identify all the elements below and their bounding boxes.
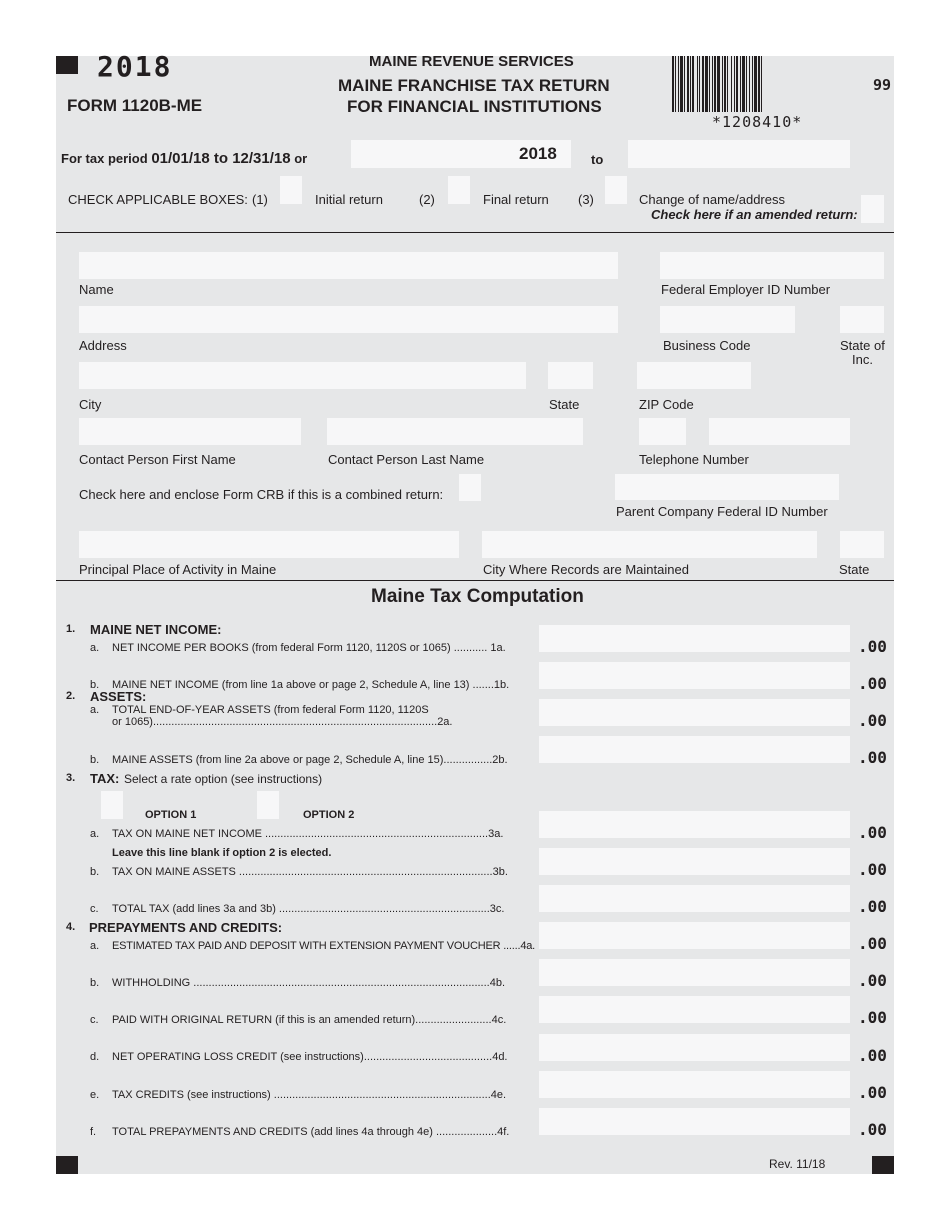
zip-field[interactable] (637, 362, 751, 389)
barcode-bar (724, 56, 726, 112)
fein-label: Federal Employer ID Number (661, 282, 831, 297)
parent-fein-field[interactable] (615, 474, 839, 500)
section-2-title: ASSETS: (90, 689, 147, 704)
line-4d-letter: d. (90, 1051, 100, 1063)
checkbox-2-number: (2) (419, 192, 435, 207)
option-2-checkbox[interactable] (257, 791, 279, 819)
section-3-number: 3. (66, 772, 76, 784)
barcode (672, 56, 854, 112)
line-2b-amount[interactable] (539, 736, 850, 763)
principal-place-label: Principal Place of Activity in Maine (79, 562, 277, 577)
barcode-bar (736, 56, 738, 112)
zip-label: ZIP Code (639, 397, 694, 412)
line-4f-label: TOTAL PREPAYMENTS AND CREDITS (add lines 4a through 4e) ....................4f. (112, 1126, 510, 1138)
line-4e-letter: e. (90, 1089, 100, 1101)
line-3a-label: TAX ON MAINE NET INCOME .........................................................................3a. (112, 828, 504, 840)
name-field[interactable] (79, 252, 618, 279)
tax-year: 2018 (97, 50, 173, 83)
line-1b-label: MAINE NET INCOME (from line 1a above or page 2, Schedule A, line 13) .......1b. (112, 679, 510, 691)
computation-title: Maine Tax Computation (371, 586, 584, 607)
checkbox-1-number: (1) (252, 192, 268, 207)
barcode-bar (705, 56, 708, 112)
barcode-bar (731, 56, 732, 112)
line-1a-letter: a. (90, 642, 100, 654)
line-1a-amount[interactable] (539, 625, 850, 652)
line-4e-cents: .00 (858, 1083, 887, 1102)
option-1-label: OPTION 1 (145, 809, 197, 821)
section-2-number: 2. (66, 690, 76, 702)
combined-return-checkbox[interactable] (459, 474, 481, 501)
line-2a-label-1: TOTAL END-OF-YEAR ASSETS (from federal Form 1120, 1120S (112, 704, 429, 716)
address-field[interactable] (79, 306, 618, 333)
initial-return-label: Initial return (315, 192, 383, 207)
line-4c-cents: .00 (858, 1008, 887, 1027)
line-3a-amount[interactable] (539, 811, 850, 838)
line-4d-cents: .00 (858, 1046, 887, 1065)
barcode-bar (712, 56, 713, 112)
option-2-label: OPTION 2 (303, 809, 355, 821)
section-3-subtitle: Select a rate option (see instructions) (124, 772, 323, 786)
form-name: FORM 1120B-ME (67, 96, 203, 115)
barcode-bar (758, 56, 760, 112)
barcode-bar (714, 56, 716, 112)
barcode-bar (687, 56, 689, 112)
barcode-bar (717, 56, 720, 112)
state-of-inc-label-1: State of (840, 338, 885, 353)
form-title-line2: FOR FINANCIAL INSTITUTIONS (347, 97, 602, 116)
line-4b-amount[interactable] (539, 959, 850, 986)
city-label: City (79, 397, 102, 412)
section-3-title: TAX: (90, 771, 120, 786)
barcode-bar (684, 56, 685, 112)
line-3b-amount[interactable] (539, 848, 850, 875)
tax-period-prefix: For tax period (61, 151, 148, 166)
form-title-line1: MAINE FRANCHISE TAX RETURN (338, 76, 610, 95)
section-4-title: PREPAYMENTS AND CREDITS: (89, 920, 283, 935)
barcode-bar (761, 56, 762, 112)
barcode-bar (740, 56, 741, 112)
line-4f-letter: f. (90, 1126, 97, 1138)
line-3c-label: TOTAL TAX (add lines 3a and 3b) .....................................................................3c. (112, 903, 505, 915)
line-4f-amount[interactable] (539, 1108, 850, 1135)
records-state-label: State (839, 562, 870, 577)
line-3b-label: TAX ON MAINE ASSETS ...................................................................................3b. (112, 866, 508, 878)
fiscal-end-field[interactable] (628, 140, 850, 168)
change-of-address-checkbox[interactable] (605, 176, 627, 204)
business-code-label: Business Code (663, 338, 751, 353)
contact-first-name-label: Contact Person First Name (79, 452, 236, 467)
barcode-bar (675, 56, 676, 112)
combined-return-label: Check here and enclose Form CRB if this is a combined return: (79, 487, 444, 502)
line-4b-cents: .00 (858, 971, 887, 990)
line-3b-letter: b. (90, 866, 100, 878)
contact-first-name-field[interactable] (79, 418, 301, 445)
registration-mark-top-left (56, 56, 78, 74)
line-1b-amount[interactable] (539, 662, 850, 689)
barcode-bar (680, 56, 683, 112)
tax-period-label (61, 150, 307, 167)
state-of-inc-label-2: Inc. (852, 352, 873, 367)
line-2a-letter: a. (90, 704, 100, 716)
line-4b-letter: b. (90, 977, 100, 989)
line-4c-amount[interactable] (539, 996, 850, 1023)
checkbox-3-number: (3) (578, 192, 594, 207)
barcode-bar (690, 56, 691, 112)
line-4a-cents: .00 (858, 934, 887, 953)
records-state-field[interactable] (840, 531, 884, 558)
city-field[interactable] (79, 362, 526, 389)
tax-period-dates: 01/01/18 to 12/31/18 (151, 150, 291, 167)
phone-area-code-field[interactable] (639, 418, 686, 445)
barcode-text: *1208410* (712, 113, 803, 131)
line-3a-letter: a. (90, 828, 100, 840)
agency-name: MAINE REVENUE SERVICES (369, 53, 574, 70)
tax-period-or: or (294, 151, 308, 166)
business-code-field[interactable] (660, 306, 795, 333)
line-4f-cents: .00 (858, 1120, 887, 1139)
line-2b-cents: .00 (858, 748, 887, 767)
line-4e-label: TAX CREDITS (see instructions) .......................................................................4e. (112, 1089, 507, 1101)
section-4-number: 4. (66, 921, 76, 933)
check-boxes-label: CHECK APPLICABLE BOXES: (68, 192, 248, 207)
barcode-bar (702, 56, 704, 112)
section-1-title: MAINE NET INCOME: (90, 622, 222, 637)
barcode-bar (697, 56, 698, 112)
line-4a-letter: a. (90, 940, 100, 952)
state-of-inc-field[interactable] (840, 306, 884, 333)
state-field[interactable] (548, 362, 593, 389)
line-1a-cents: .00 (858, 637, 887, 656)
tax-period-to: to (591, 152, 604, 167)
barcode-bar (754, 56, 757, 112)
registration-mark-bottom-left (56, 1156, 78, 1174)
barcode-bar (722, 56, 723, 112)
barcode-bar (709, 56, 710, 112)
divider-top (56, 232, 894, 233)
barcode-bar (727, 56, 728, 112)
line-3a-note: Leave this line blank if option 2 is elected. (112, 847, 332, 859)
phone-number-field[interactable] (709, 418, 850, 445)
final-return-label: Final return (483, 192, 549, 207)
name-label: Name (79, 282, 114, 297)
line-3a-cents: .00 (858, 823, 887, 842)
barcode-bar (678, 56, 679, 112)
line-1b-letter: b. (90, 679, 100, 691)
line-3c-letter: c. (90, 903, 99, 915)
line-4a-label: ESTIMATED TAX PAID AND DEPOSIT WITH EXTENSION PAYMENT VOUCHER ......4a. (112, 940, 536, 952)
records-city-label: City Where Records are Maintained (483, 562, 689, 577)
line-1a-label: NET INCOME PER BOOKS (from federal Form 1120, 1120S or 1065) ........... 1a. (112, 642, 506, 654)
principal-place-field[interactable] (79, 531, 459, 558)
line-2a-label-2: or 1065).............................................................................................2a. (112, 716, 453, 728)
line-2b-label: MAINE ASSETS (from line 2a above or page 2, Schedule A, line 15)................2b. (112, 754, 508, 766)
final-return-checkbox[interactable] (448, 176, 470, 204)
line-3b-cents: .00 (858, 860, 887, 879)
registration-mark-bottom-right (872, 1156, 894, 1174)
barcode-bar (699, 56, 700, 112)
line-4d-label: NET OPERATING LOSS CREDIT (see instructions)..........................................4d. (112, 1051, 508, 1063)
barcode-bar (692, 56, 694, 112)
revision-date: Rev. 11/18 (769, 1157, 826, 1171)
line-4b-label: WITHHOLDING .................................................................................................4b. (112, 977, 506, 989)
telephone-label: Telephone Number (639, 452, 749, 467)
fein-field[interactable] (660, 252, 884, 279)
line-4a-amount[interactable] (539, 922, 850, 949)
barcode-bar (672, 56, 674, 112)
records-city-field[interactable] (482, 531, 817, 558)
barcode-bar (749, 56, 750, 112)
line-4d-amount[interactable] (539, 1034, 850, 1061)
contact-last-name-field[interactable] (327, 418, 583, 445)
address-label: Address (79, 338, 127, 353)
divider-middle (56, 580, 894, 581)
option-1-checkbox[interactable] (101, 791, 123, 819)
line-4e-amount[interactable] (539, 1071, 850, 1098)
fiscal-year-value: 2018 (519, 144, 557, 163)
barcode-bar (742, 56, 745, 112)
line-3c-cents: .00 (858, 897, 887, 916)
line-4c-label: PAID WITH ORIGINAL RETURN (if this is an amended return).........................4c. (112, 1014, 507, 1026)
barcode-bar (734, 56, 735, 112)
line-2b-letter: b. (90, 754, 100, 766)
state-label: State (549, 397, 580, 412)
parent-fein-label: Parent Company Federal ID Number (616, 504, 828, 519)
line-2a-cents: .00 (858, 711, 887, 730)
line-2a-amount[interactable] (539, 699, 850, 726)
line-1b-cents: .00 (858, 674, 887, 693)
barcode-bar (746, 56, 747, 112)
initial-return-checkbox[interactable] (280, 176, 302, 204)
change-of-address-label: Change of name/address (639, 192, 785, 207)
amended-return-checkbox[interactable] (861, 195, 884, 223)
barcode-bar (752, 56, 753, 112)
line-3c-amount[interactable] (539, 885, 850, 912)
amended-return-label: Check here if an amended return: (651, 207, 858, 222)
form-code: 99 (873, 76, 892, 94)
line-4c-letter: c. (90, 1014, 99, 1026)
section-1-number: 1. (66, 623, 76, 635)
contact-last-name-label: Contact Person Last Name (328, 452, 485, 467)
